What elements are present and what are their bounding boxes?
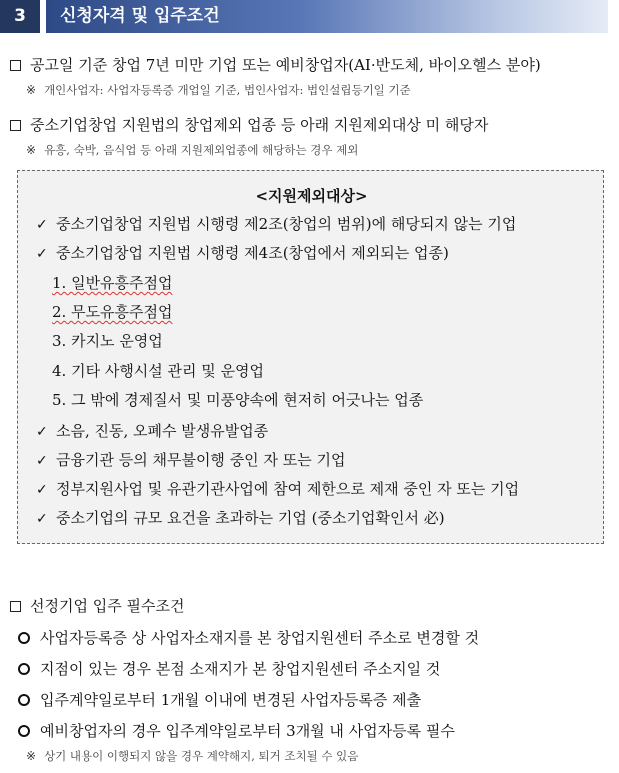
exclusion-numbered-text: 1. 일반유흥주점업 — [52, 274, 173, 292]
eligibility-note-2 — [26, 142, 358, 158]
eligibility-note-1 — [26, 82, 411, 98]
condition-item — [18, 720, 455, 741]
exclusion-check-item — [36, 213, 516, 234]
square-bullet-icon — [10, 120, 21, 131]
condition-item-text: 지점이 있는 경우 본점 소재지가 본 창업지원센터 주소지일 것 — [40, 660, 441, 678]
exclusion-check-item — [36, 242, 449, 263]
exclusion-check-item — [36, 449, 345, 470]
check-icon: ✓ — [36, 511, 48, 527]
reference-mark-icon: ※ — [26, 749, 37, 763]
exclusion-check-text: 중소기업의 규모 요건을 초과하는 기업 (중소기업확인서 必) — [56, 509, 445, 527]
eligibility-item-1 — [10, 54, 541, 75]
exclusion-check-text: 중소기업창업 지원법 시행령 제2조(창업의 범위)에 해당되지 않는 기업 — [56, 215, 517, 233]
exclusion-numbered-text: 5. 그 밖에 경제질서 및 미풍양속에 현저히 어긋나는 업종 — [52, 391, 424, 409]
exclusion-check-text: 소음, 진동, 오폐수 발생유발업종 — [56, 422, 269, 440]
check-icon: ✓ — [36, 217, 48, 233]
eligibility-note-1-text: 개인사업자: 사업자등록증 개업일 기준, 법인사업자: 법인설립등기일 기준 — [44, 83, 411, 97]
check-icon: ✓ — [36, 453, 48, 469]
exclusion-check-item — [36, 420, 268, 441]
exclusion-numbered-item — [52, 301, 173, 322]
conditions-title — [10, 595, 184, 616]
conditions-title-text: 선정기업 입주 필수조건 — [30, 597, 185, 615]
check-icon: ✓ — [36, 424, 48, 440]
section-title: 신청자격 및 입주조건 — [60, 6, 220, 26]
exclusion-check-item — [36, 478, 519, 499]
exclusion-numbered-text: 3. 카지노 운영업 — [52, 332, 163, 350]
exclusion-box — [17, 170, 604, 544]
exclusion-numbered-item — [52, 330, 163, 351]
condition-item-text: 사업자등록증 상 사업자소재지를 본 창업지원센터 주소로 변경할 것 — [40, 629, 480, 647]
exclusion-check-text: 정부지원사업 및 유관기관사업에 참여 제한으로 제재 중인 자 또는 기업 — [56, 480, 520, 498]
condition-item — [18, 689, 421, 710]
square-bullet-icon — [10, 60, 21, 71]
eligibility-note-2-text: 유흥, 숙박, 음식업 등 아래 지원제외업종에 해당하는 경우 제외 — [44, 143, 359, 157]
circle-bullet-icon — [18, 663, 30, 675]
exclusion-check-item — [36, 507, 445, 528]
exclusion-numbered-item — [52, 360, 264, 381]
exclusion-numbered-item — [52, 389, 423, 410]
reference-mark-icon: ※ — [26, 143, 37, 157]
circle-bullet-icon — [18, 725, 30, 737]
conditions-note-text: 상기 내용이 이행되지 않을 경우 계약해지, 퇴거 조치될 수 있음 — [44, 749, 359, 763]
condition-item — [18, 627, 479, 648]
check-icon: ✓ — [36, 246, 48, 262]
exclusion-check-text: 중소기업창업 지원법 시행령 제4조(창업에서 제외되는 업종) — [56, 244, 449, 262]
exclusion-numbered-text: 4. 기타 사행시설 관리 및 운영업 — [52, 362, 265, 380]
eligibility-item-1-text: 공고일 기준 창업 7년 미만 기업 또는 예비창업자(AI·반도체, 바이오헬스 분야) — [30, 56, 541, 74]
exclusion-check-text: 금융기관 등의 채무불이행 중인 자 또는 기업 — [56, 451, 346, 469]
section-title-bar — [46, 0, 608, 33]
reference-mark-icon: ※ — [26, 83, 37, 97]
square-bullet-icon — [10, 601, 21, 612]
exclusion-numbered-text: 2. 무도유흥주점업 — [52, 303, 173, 321]
conditions-note — [26, 748, 358, 764]
eligibility-item-2-text: 중소기업창업 지원법의 창업제외 업종 등 아래 지원제외대상 미 해당자 — [30, 116, 489, 134]
condition-item — [18, 658, 440, 679]
exclusion-numbered-item — [52, 272, 173, 293]
eligibility-item-2 — [10, 114, 488, 135]
section-header — [0, 0, 608, 33]
exclusion-box-title: <지원제외대상> — [255, 187, 368, 205]
check-icon: ✓ — [36, 482, 48, 498]
section-number: 3 — [0, 0, 40, 33]
circle-bullet-icon — [18, 694, 30, 706]
condition-item-text: 입주계약일로부터 1개월 이내에 변경된 사업자등록증 제출 — [40, 691, 422, 709]
condition-item-text: 예비창업자의 경우 입주계약일로부터 3개월 내 사업자등록 필수 — [40, 722, 455, 740]
circle-bullet-icon — [18, 632, 30, 644]
